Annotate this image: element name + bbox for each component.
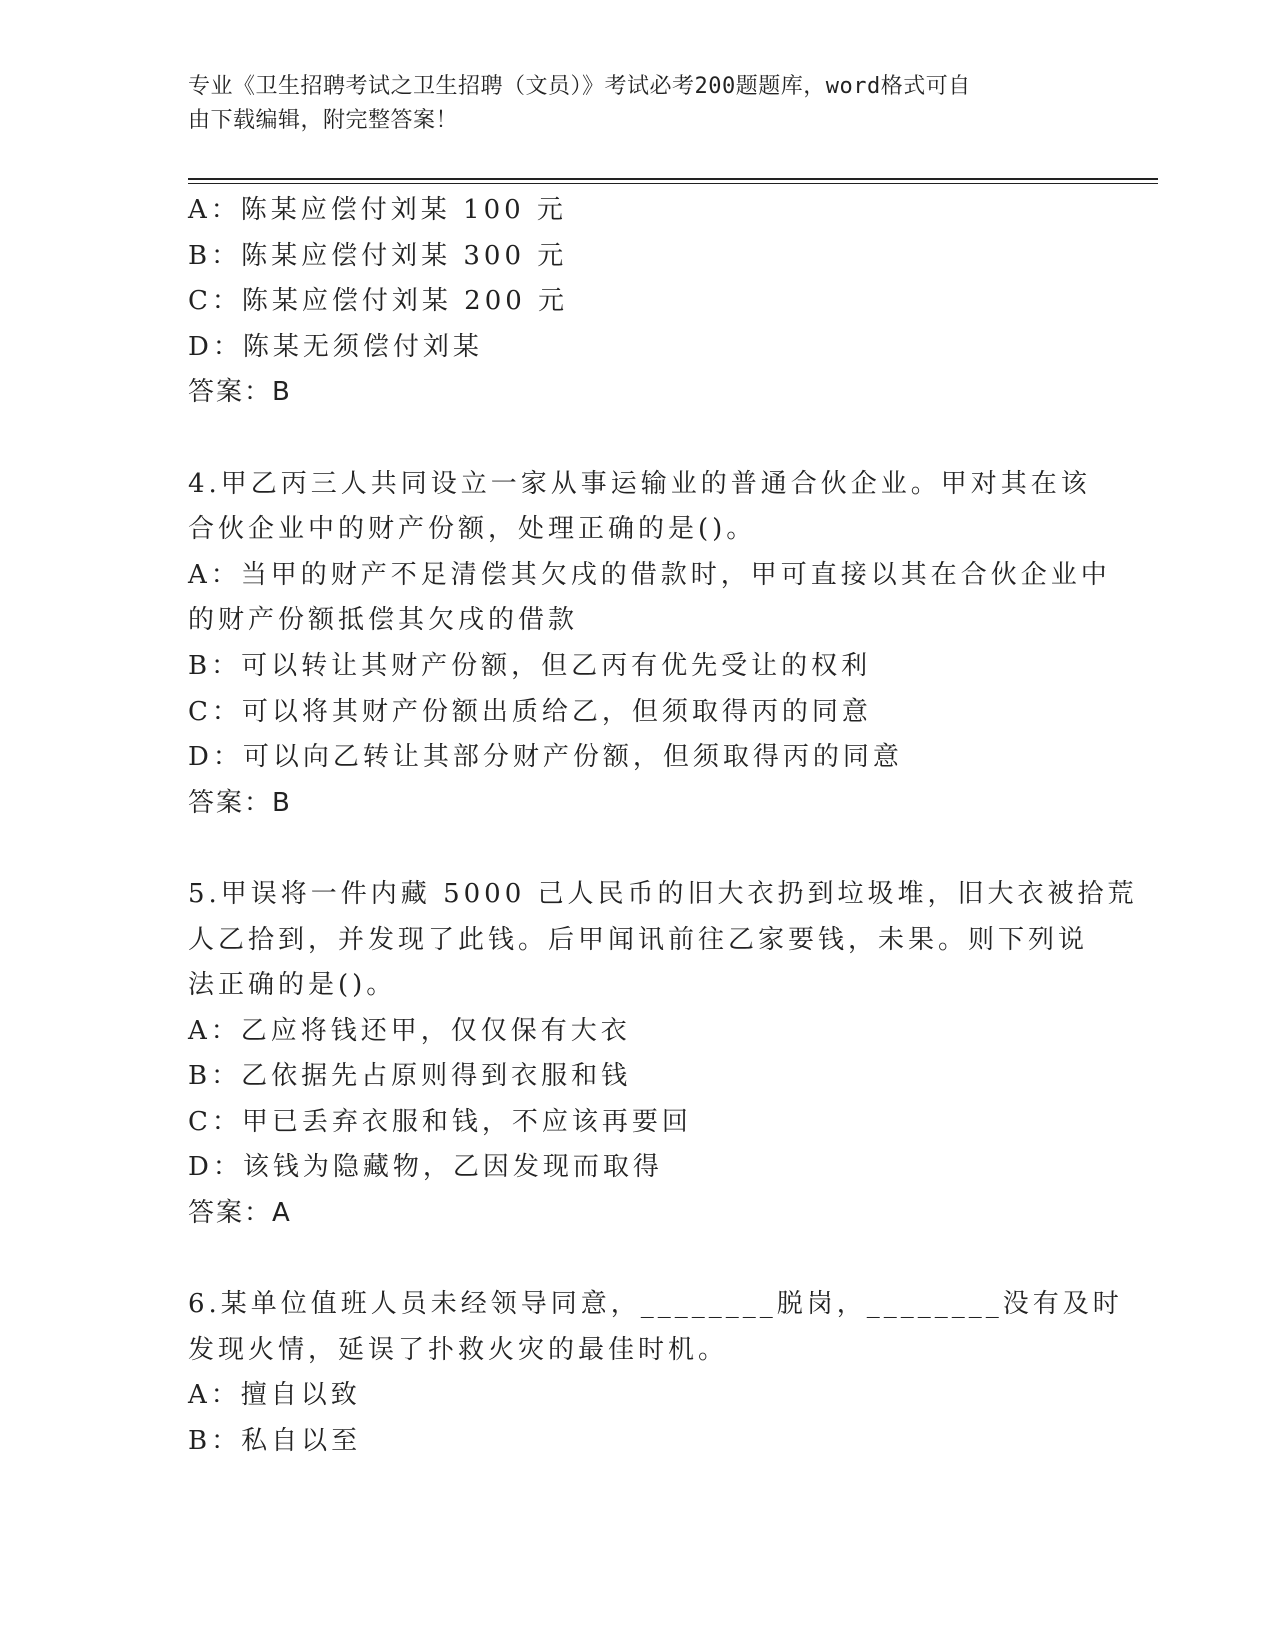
spacer <box>188 1237 1088 1283</box>
header-divider-thin <box>188 183 1158 184</box>
question-3-option-b: B：陈某应偿付刘某 300 元 <box>188 240 568 271</box>
question-5-option-c: C：甲已丢弃衣服和钱，不应该再要回 <box>188 1106 692 1137</box>
question-4-block <box>188 462 1111 827</box>
question-5-stem-line-3: 法正确的是()。 <box>188 970 397 1001</box>
question-4-answer: 答案：B <box>188 787 292 818</box>
question-5-block <box>188 872 1138 1237</box>
question-5-option-d: D：该钱为隐藏物，乙因发现而取得 <box>188 1152 663 1183</box>
question-3-option-d: D：陈某无须偿付刘某 <box>188 331 483 362</box>
question-4-option-d: D：可以向乙转让其部分财产份额，但须取得丙的同意 <box>188 742 903 773</box>
question-6-stem-line-2: 发现火情，延误了扑救火灾的最佳时机。 <box>188 1334 729 1365</box>
question-3-answer: 答案：B <box>188 377 292 408</box>
question-3-option-a: A：陈某应偿付刘某 100 元 <box>188 195 567 225</box>
question-3-option-c: C：陈某应偿付刘某 200 元 <box>188 286 569 317</box>
question-6-option-a: A：擅自以致 <box>188 1380 361 1411</box>
spacer <box>188 416 1088 462</box>
question-4-option-a-line-1: A：当甲的财产不足清偿其欠戌的借款时，甲可直接以其在合伙企业中 <box>188 559 1111 590</box>
question-5-option-b: B：乙依据先占原则得到衣服和钱 <box>188 1061 632 1092</box>
question-4-option-c: C：可以将其财产份额出质给乙，但须取得丙的同意 <box>188 696 872 727</box>
question-4-option-b: B：可以转让其财产份额，但乙丙有优先受让的权利 <box>188 650 872 681</box>
header-title-line-1: 专业《卫生招聘考试之卫生招聘（文员）》考试必考200题题库，word格式可自 <box>188 74 971 99</box>
question-content <box>188 188 1138 1465</box>
question-6-stem-line-1: 6.某单位值班人员未经领导同意，________脱岗，________没有及时 <box>188 1289 1123 1320</box>
question-4-stem-line-2: 合伙企业中的财产份额，处理正确的是()。 <box>188 514 757 545</box>
header-title-line-2: 由下载编辑，附完整答案！ <box>188 108 459 133</box>
question-5-answer: 答案：A <box>188 1198 292 1229</box>
question-5-stem-line-1: 5.甲误将一件内藏 5000 己人民币的旧大衣扔到垃圾堆，旧大衣被拾荒 <box>188 878 1138 909</box>
question-5-option-a: A：乙应将钱还甲，仅仅保有大衣 <box>188 1015 631 1046</box>
question-4-option-a-line-2: 的财产份额抵偿其欠戌的借款 <box>188 605 579 636</box>
question-4-stem-line-1: 4.甲乙丙三人共同设立一家从事运输业的普通合伙企业。甲对其在该 <box>188 468 1091 499</box>
question-6-option-b: B：私自以至 <box>188 1426 362 1457</box>
question-6-block <box>188 1282 1123 1464</box>
header-divider-thick <box>188 178 1158 180</box>
spacer <box>188 826 1088 872</box>
document-header <box>188 70 1068 138</box>
question-3-block <box>188 188 1088 416</box>
question-5-stem-line-2: 人乙拾到，并发现了此钱。后甲闻讯前往乙家要钱，未果。则下列说 <box>188 924 1089 955</box>
